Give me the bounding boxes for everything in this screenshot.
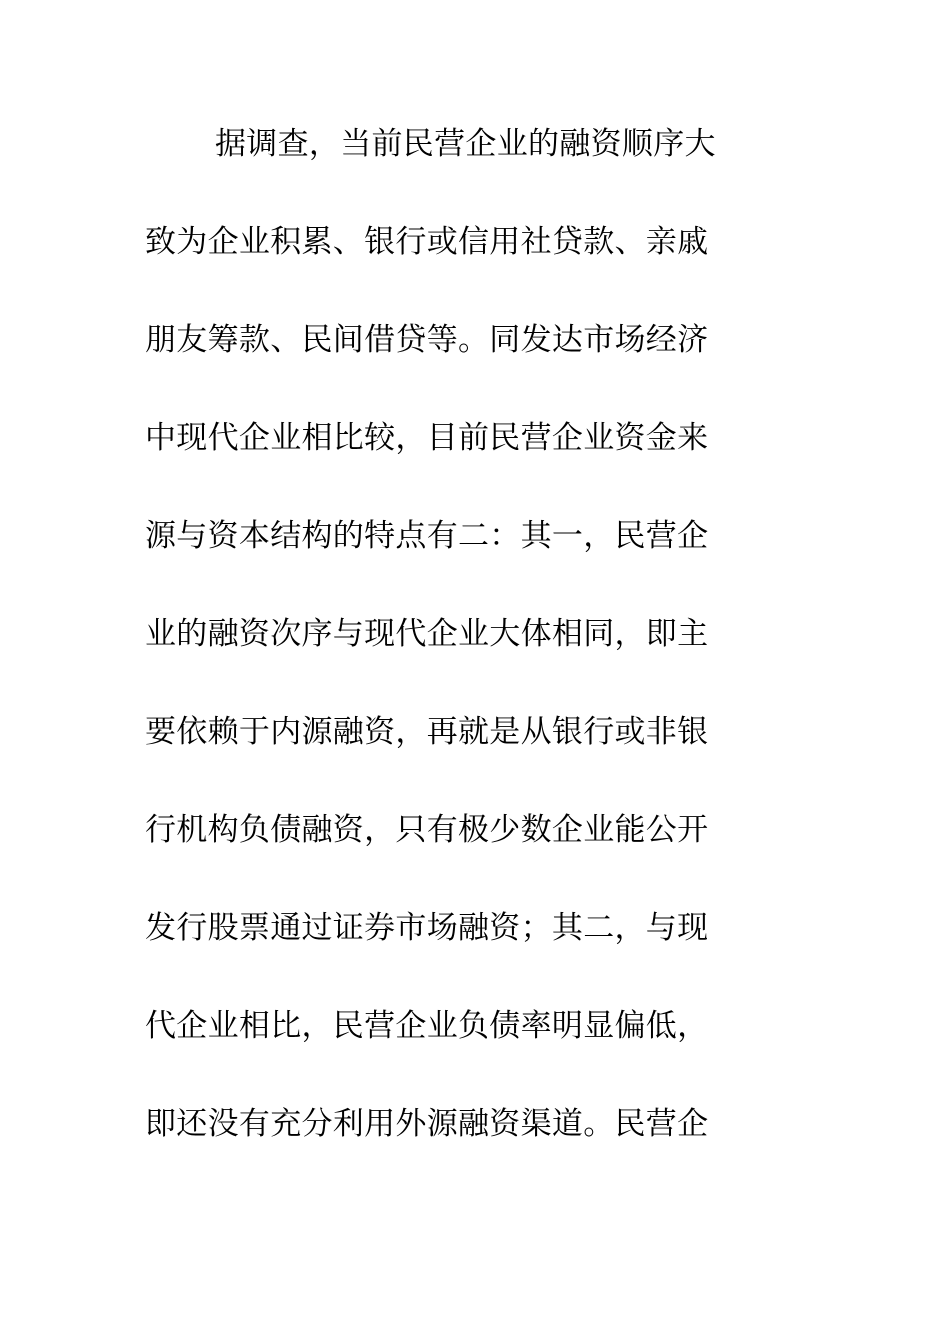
paragraph-line: 行机构负债融资，只有极少数企业能公开 (145, 812, 709, 848)
paragraph-line: 业的融资次序与现代企业大体相同，即主 (145, 616, 709, 652)
paragraph-line: 代企业相比，民营企业负债率明显偏低， (145, 1008, 709, 1044)
paragraph-line: 要依赖于内源融资，再就是从银行或非银 (145, 714, 709, 750)
paragraph-line: 即还没有充分利用外源融资渠道。民营企 (145, 1106, 709, 1142)
paragraph-line: 致为企业积累、银行或信用社贷款、亲戚 (145, 224, 709, 260)
paragraph-line: 中现代企业相比较，目前民营企业资金来 (145, 420, 709, 456)
body-paragraph (145, 128, 785, 1206)
paragraph-line: 据调查，当前民营企业的融资顺序大 (215, 126, 716, 162)
paragraph-line: 源与资本结构的特点有二：其一，民营企 (145, 518, 709, 554)
paragraph-line: 发行股票通过证券市场融资；其二，与现 (145, 910, 709, 946)
paragraph-line: 朋友筹款、民间借贷等。同发达市场经济 (145, 322, 709, 358)
